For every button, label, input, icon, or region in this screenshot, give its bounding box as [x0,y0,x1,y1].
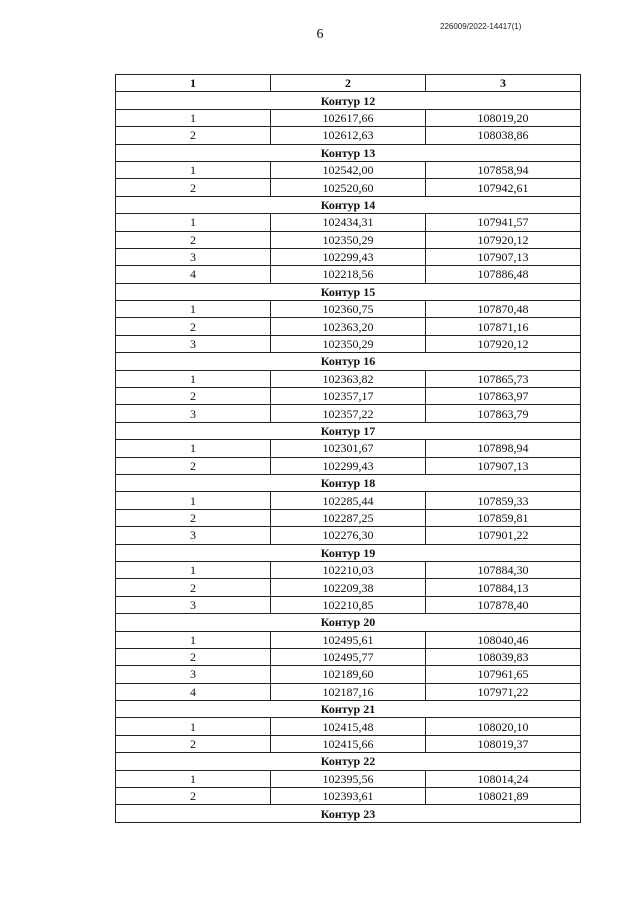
table-row [116,735,581,752]
table-row [116,492,581,509]
y-coordinate-cell: 108020,10 [426,718,581,735]
x-coordinate-cell: 102187,16 [271,683,426,700]
point-number-cell: 2 [116,231,271,248]
contour-title: Контур 14 [116,196,581,213]
point-number-cell: 3 [116,405,271,422]
point-number-cell: 2 [116,127,271,144]
y-coordinate-cell: 107858,94 [426,161,581,178]
contour-title: Контур 16 [116,353,581,370]
table-row [116,579,581,596]
y-coordinate-cell: 107942,61 [426,179,581,196]
contour-header-row [116,144,581,161]
point-number-cell: 2 [116,388,271,405]
contour-header-row [116,544,581,561]
page-number: 6 [316,27,324,42]
contour-title: Контур 12 [116,92,581,109]
contour-title: Контур 21 [116,701,581,718]
y-coordinate-cell: 107859,81 [426,509,581,526]
y-coordinate-cell: 107971,22 [426,683,581,700]
point-number-cell: 2 [116,735,271,752]
contour-header-row [116,614,581,631]
point-number-cell: 1 [116,561,271,578]
column-header: 3 [426,75,581,92]
table-row [116,335,581,352]
contour-header-row [116,753,581,770]
y-coordinate-cell: 107871,16 [426,318,581,335]
column-header: 1 [116,75,271,92]
table-row [116,788,581,805]
y-coordinate-cell: 107859,33 [426,492,581,509]
point-number-cell: 3 [116,527,271,544]
table-row [116,631,581,648]
contour-header-row [116,92,581,109]
contour-title: Контур 15 [116,283,581,300]
table-row [116,527,581,544]
x-coordinate-cell: 102495,77 [271,648,426,665]
y-coordinate-cell: 108014,24 [426,770,581,787]
y-coordinate-cell: 108019,20 [426,109,581,126]
x-coordinate-cell: 102363,20 [271,318,426,335]
point-number-cell: 2 [116,788,271,805]
point-number-cell: 2 [116,509,271,526]
point-number-cell: 1 [116,214,271,231]
point-number-cell: 2 [116,579,271,596]
point-number-cell: 4 [116,683,271,700]
x-coordinate-cell: 102617,66 [271,109,426,126]
contour-title: Контур 22 [116,753,581,770]
point-number-cell: 1 [116,492,271,509]
table-row [116,266,581,283]
x-coordinate-cell: 102363,82 [271,370,426,387]
point-number-cell: 3 [116,596,271,613]
point-number-cell: 3 [116,666,271,683]
table-row [116,683,581,700]
contour-header-row [116,283,581,300]
table-row [116,648,581,665]
y-coordinate-cell: 107878,40 [426,596,581,613]
point-number-cell: 1 [116,370,271,387]
table-row [116,214,581,231]
table-row [116,457,581,474]
y-coordinate-cell: 107863,97 [426,388,581,405]
point-number-cell: 1 [116,109,271,126]
y-coordinate-cell: 107865,73 [426,370,581,387]
x-coordinate-cell: 102612,63 [271,127,426,144]
point-number-cell: 1 [116,770,271,787]
table-row [116,388,581,405]
table-row [116,318,581,335]
point-number-cell: 1 [116,161,271,178]
table-row [116,509,581,526]
x-coordinate-cell: 102209,38 [271,579,426,596]
y-coordinate-cell: 107886,48 [426,266,581,283]
point-number-cell: 1 [116,440,271,457]
x-coordinate-cell: 102276,30 [271,527,426,544]
table-row [116,109,581,126]
x-coordinate-cell: 102520,60 [271,179,426,196]
x-coordinate-cell: 102393,61 [271,788,426,805]
y-coordinate-cell: 107920,12 [426,231,581,248]
y-coordinate-cell: 107907,13 [426,457,581,474]
point-number-cell: 2 [116,318,271,335]
contour-header-row [116,474,581,491]
y-coordinate-cell: 108039,83 [426,648,581,665]
x-coordinate-cell: 102210,03 [271,561,426,578]
table-row [116,405,581,422]
y-coordinate-cell: 107863,79 [426,405,581,422]
x-coordinate-cell: 102542,00 [271,161,426,178]
point-number-cell: 1 [116,718,271,735]
y-coordinate-cell: 108040,46 [426,631,581,648]
document-id: 226009/2022-14417(1) [440,22,522,31]
x-coordinate-cell: 102357,22 [271,405,426,422]
table-row [116,596,581,613]
x-coordinate-cell: 102210,85 [271,596,426,613]
contour-header-row [116,701,581,718]
x-coordinate-cell: 102495,61 [271,631,426,648]
x-coordinate-cell: 102218,56 [271,266,426,283]
point-number-cell: 2 [116,457,271,474]
contour-title: Контур 19 [116,544,581,561]
contour-header-row [116,196,581,213]
x-coordinate-cell: 102360,75 [271,301,426,318]
table-row [116,770,581,787]
x-coordinate-cell: 102350,29 [271,335,426,352]
x-coordinate-cell: 102285,44 [271,492,426,509]
y-coordinate-cell: 107907,13 [426,248,581,265]
y-coordinate-cell: 107870,48 [426,301,581,318]
y-coordinate-cell: 107884,30 [426,561,581,578]
contour-title: Контур 18 [116,474,581,491]
contour-title: Контур 13 [116,144,581,161]
x-coordinate-cell: 102189,60 [271,666,426,683]
table-row [116,666,581,683]
contour-header-row [116,422,581,439]
table-row [116,179,581,196]
point-number-cell: 4 [116,266,271,283]
point-number-cell: 2 [116,648,271,665]
header-row [116,75,581,92]
table-row [116,370,581,387]
table-row [116,231,581,248]
y-coordinate-cell: 107941,57 [426,214,581,231]
y-coordinate-cell: 107961,65 [426,666,581,683]
table-row [116,248,581,265]
x-coordinate-cell: 102287,25 [271,509,426,526]
table-row [116,161,581,178]
contour-title: Контур 20 [116,614,581,631]
y-coordinate-cell: 108038,86 [426,127,581,144]
table-row [116,301,581,318]
x-coordinate-cell: 102357,17 [271,388,426,405]
y-coordinate-cell: 107898,94 [426,440,581,457]
column-header: 2 [271,75,426,92]
contour-title: Контур 23 [116,805,581,822]
table-row [116,440,581,457]
y-coordinate-cell: 107884,13 [426,579,581,596]
point-number-cell: 1 [116,301,271,318]
x-coordinate-cell: 102395,56 [271,770,426,787]
contour-header-row [116,805,581,822]
contour-title: Контур 17 [116,422,581,439]
point-number-cell: 2 [116,179,271,196]
y-coordinate-cell: 108021,89 [426,788,581,805]
contour-header-row [116,353,581,370]
x-coordinate-cell: 102299,43 [271,248,426,265]
x-coordinate-cell: 102415,66 [271,735,426,752]
x-coordinate-cell: 102415,48 [271,718,426,735]
table-row [116,561,581,578]
y-coordinate-cell: 107901,22 [426,527,581,544]
x-coordinate-cell: 102350,29 [271,231,426,248]
y-coordinate-cell: 108019,37 [426,735,581,752]
point-number-cell: 3 [116,335,271,352]
coordinates-table [115,74,581,823]
x-coordinate-cell: 102434,31 [271,214,426,231]
table-row [116,718,581,735]
x-coordinate-cell: 102299,43 [271,457,426,474]
x-coordinate-cell: 102301,67 [271,440,426,457]
table-row [116,127,581,144]
point-number-cell: 1 [116,631,271,648]
y-coordinate-cell: 107920,12 [426,335,581,352]
point-number-cell: 3 [116,248,271,265]
